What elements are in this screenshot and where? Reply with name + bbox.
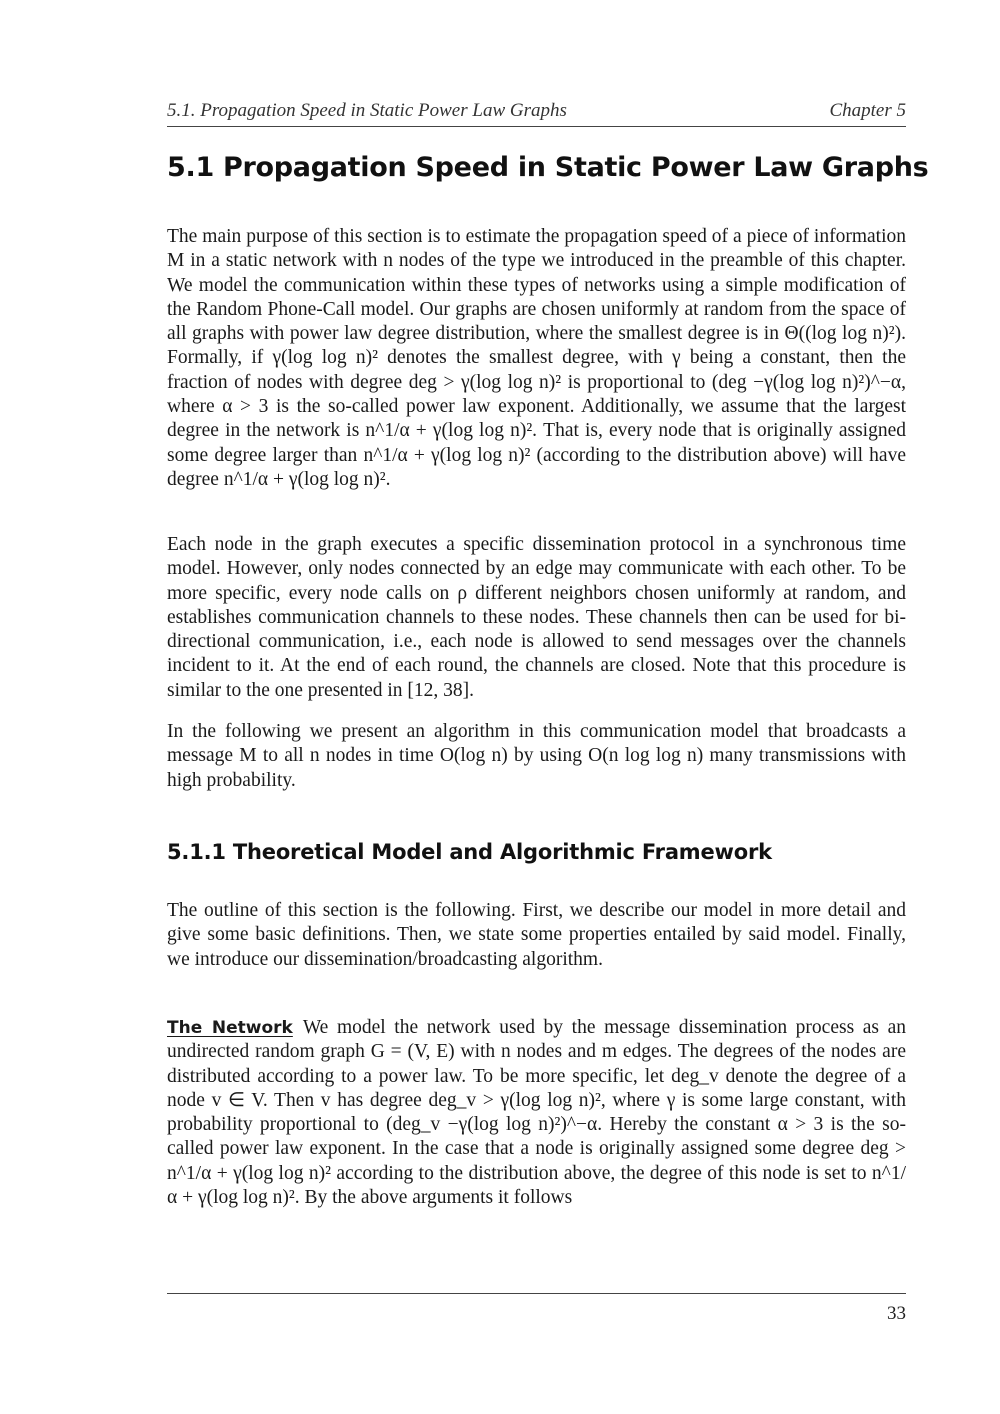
paragraph-outline: The outline of this section is the following. First, we describe our model in more detail and give some basic definitions. Then, we state some properties entailed by said model. Finally, we introduce our dissemination/broadcasting algorithm. <box>167 900 906 970</box>
paragraph-network <box>167 1016 906 1210</box>
running-header <box>167 100 906 126</box>
network-heading: The Network <box>167 1018 293 1038</box>
header-rule <box>167 126 906 127</box>
paragraph-intro: The main purpose of this section is to estimate the propagation speed of a piece of information M in a static network with n nodes of the type we introduced in the preamble of this chapter. We model the communication within these types of networks using a simple modification of the Random Phone-Call model. Our graphs are chosen uniformly at random from the space of all graphs with power law degree distribution, where the smallest degree is in Θ((log log n)²). Formally, if γ(log log n)² denotes the smallest degree, with γ being a constant, then the fraction of nodes with degree deg > γ(log log n)² is proportional to (deg −γ(log log n)²)^−α, where α > 3 is the so-called power law exponent. Additionally, we assume that the largest degree in the network is n^1/α + γ(log log n)². That is, every node that is originally assigned some degree larger than n^1/α + γ(log log n)² (according to the distribution above) will have degree n^1/α + γ(log log n)². <box>167 226 906 490</box>
subsection-title: 5.1.1 Theoretical Model and Algorithmic Framework <box>167 840 772 864</box>
section-title: 5.1 Propagation Speed in Static Power Law Graphs <box>167 152 929 183</box>
footer-rule <box>167 1293 906 1294</box>
network-text: We model the network used by the message dissemination process as an undirected random graph G = (V, E) with n nodes and m edges. The degrees of the nodes are distributed according to a power law. To be more specific, let deg_v denote the degree of a node v ∈ V. Then v has degree deg_v > γ(log log n)², where γ is some large constant, with probability proportional to (deg_v −γ(log log n)²)^−α. Hereby the constant α > 3 is the so-called power law exponent. In the case that a node is originally assigned some degree deg > n^1/α + γ(log log n)² according to the distribution above, the degree of this node is set to n^1/α + γ(log log n)². By the above arguments it follows <box>167 1017 907 1209</box>
running-header-chapter: Chapter 5 <box>829 100 906 121</box>
running-header-title: 5.1. Propagation Speed in Static Power Law Graphs <box>167 100 567 121</box>
page-number: 33 <box>887 1303 906 1324</box>
paragraph-protocol: Each node in the graph executes a specific dissemination protocol in a synchronous time model. However, only nodes connected by an edge may communicate with each other. To be more specific, every node calls on ρ different neighbors chosen uniformly at random, and establishes communication channels to these nodes. These channels then can be used for bi-directional communication, i.e., each node is allowed to send messages over the channels incident to it. At the end of each round, the channels are closed. Note that this procedure is similar to the one presented in [12, 38]. <box>167 534 906 701</box>
paragraph-algorithm-summary: In the following we present an algorithm in this communication model that broadcasts a message M to all n nodes in time O(log n) by using O(n log log n) many transmissions with high probability. <box>167 721 906 791</box>
